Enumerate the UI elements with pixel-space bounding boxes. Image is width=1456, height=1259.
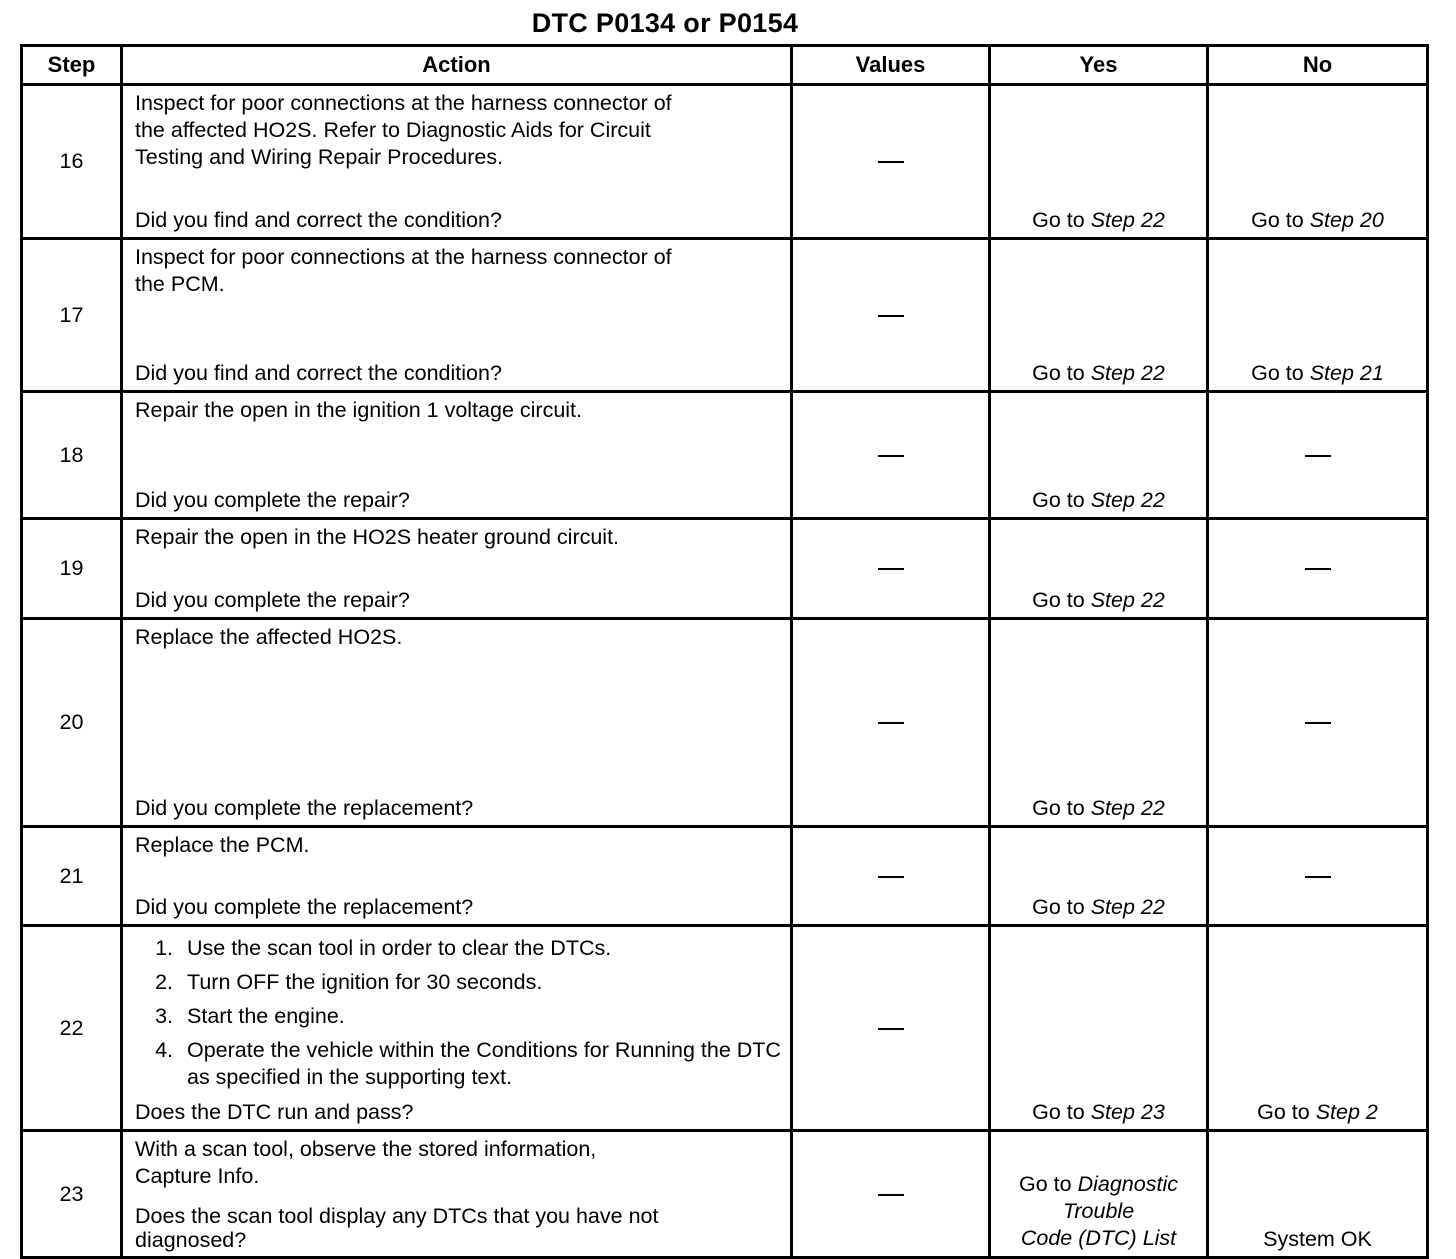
table-row bbox=[22, 1131, 1428, 1258]
table-row bbox=[22, 619, 1428, 827]
header-yes: Yes bbox=[990, 46, 1208, 85]
no-cell bbox=[1208, 827, 1428, 926]
action-cell bbox=[122, 392, 792, 519]
table-row bbox=[22, 519, 1428, 619]
no-cell bbox=[1208, 519, 1428, 619]
action-text: Testing and Wiring Repair Procedures. bbox=[135, 145, 504, 169]
values-cell bbox=[792, 239, 990, 392]
action-text: Capture Info. bbox=[135, 1164, 260, 1188]
action-question: Did you complete the repair? bbox=[135, 488, 410, 512]
action-cell bbox=[122, 619, 792, 827]
values-cell bbox=[792, 926, 990, 1131]
action-text: Repair the open in the HO2S heater ground circuit. bbox=[135, 525, 620, 549]
dash-icon bbox=[1305, 568, 1331, 570]
step-number: 18 bbox=[22, 392, 122, 519]
action-question: Did you find and correct the condition? bbox=[135, 361, 502, 385]
action-cell bbox=[122, 827, 792, 926]
values-cell bbox=[792, 85, 990, 239]
values-cell bbox=[792, 827, 990, 926]
action-question: Did you find and correct the condition? bbox=[135, 208, 502, 232]
table-row bbox=[22, 926, 1428, 1131]
dash-icon bbox=[878, 1028, 904, 1030]
dash-icon bbox=[878, 161, 904, 163]
table-row bbox=[22, 827, 1428, 926]
yes-cell: Go to Step 22 bbox=[990, 519, 1208, 619]
yes-cell: Go to Step 22 bbox=[990, 239, 1208, 392]
header-step: Step bbox=[22, 46, 122, 85]
no-cell bbox=[1208, 619, 1428, 827]
list-item: 3. Start the engine. bbox=[179, 999, 782, 1033]
values-cell bbox=[792, 392, 990, 519]
action-text: Repair the open in the ignition 1 voltage circuit. bbox=[135, 398, 582, 422]
action-text: Inspect for poor connections at the harness connector of bbox=[135, 91, 672, 115]
yes-cell: Go to Diagnostic Trouble Code (DTC) List bbox=[990, 1131, 1208, 1258]
yes-cell: Go to Step 22 bbox=[990, 619, 1208, 827]
diagnostic-table bbox=[20, 44, 1429, 1259]
action-question: diagnosed? bbox=[135, 1228, 247, 1252]
step-number: 21 bbox=[22, 827, 122, 926]
no-cell: Go to Step 20 bbox=[1208, 85, 1428, 239]
dash-icon bbox=[878, 1194, 904, 1196]
header-no: No bbox=[1208, 46, 1428, 85]
action-text: Inspect for poor connections at the harness connector of bbox=[135, 245, 672, 269]
step-link: Step 21 bbox=[1309, 361, 1384, 385]
dash-icon bbox=[878, 722, 904, 724]
list-item: 1. Use the scan tool in order to clear the DTCs. bbox=[179, 931, 782, 965]
header-action: Action bbox=[122, 46, 792, 85]
values-cell bbox=[792, 1131, 990, 1258]
dash-icon bbox=[878, 568, 904, 570]
no-cell: System OK bbox=[1208, 1131, 1428, 1258]
step-link: Diagnostic bbox=[1077, 1172, 1178, 1196]
step-link: Step 23 bbox=[1090, 1100, 1165, 1124]
action-cell bbox=[122, 926, 792, 1131]
dash-icon bbox=[878, 455, 904, 457]
action-text: the PCM. bbox=[135, 272, 225, 296]
step-link: Step 2 bbox=[1315, 1100, 1378, 1124]
no-cell: Go to Step 21 bbox=[1208, 239, 1428, 392]
dash-icon bbox=[1305, 722, 1331, 724]
values-cell bbox=[792, 519, 990, 619]
step-number: 22 bbox=[22, 926, 122, 1131]
dash-icon bbox=[878, 876, 904, 878]
yes-cell: Go to Step 22 bbox=[990, 392, 1208, 519]
action-question: Does the DTC run and pass? bbox=[135, 1100, 414, 1124]
dash-icon bbox=[1305, 455, 1331, 457]
yes-cell: Go to Step 23 bbox=[990, 926, 1208, 1131]
action-cell bbox=[122, 519, 792, 619]
action-cell bbox=[122, 239, 792, 392]
step-link: Trouble bbox=[1062, 1199, 1135, 1223]
dash-icon bbox=[878, 315, 904, 317]
yes-cell: Go to Step 22 bbox=[990, 827, 1208, 926]
list-item: 2. Turn OFF the ignition for 30 seconds. bbox=[179, 965, 782, 999]
step-number: 17 bbox=[22, 239, 122, 392]
action-cell bbox=[122, 85, 792, 239]
values-cell bbox=[792, 619, 990, 827]
action-text: the affected HO2S. Refer to Diagnostic Aids for Circuit bbox=[135, 118, 651, 142]
table-header-row bbox=[22, 46, 1428, 85]
action-cell bbox=[122, 1131, 792, 1258]
no-cell bbox=[1208, 392, 1428, 519]
table-row bbox=[22, 392, 1428, 519]
step-link: Step 22 bbox=[1090, 895, 1165, 919]
action-question: Did you complete the replacement? bbox=[135, 796, 474, 820]
yes-cell: Go to Step 22 bbox=[990, 85, 1208, 239]
action-text: With a scan tool, observe the stored information, bbox=[135, 1137, 597, 1161]
step-link: Step 20 bbox=[1309, 208, 1384, 232]
action-text: Replace the affected HO2S. bbox=[135, 625, 403, 649]
action-question: Does the scan tool display any DTCs that you have not bbox=[135, 1204, 659, 1228]
step-link: Step 22 bbox=[1090, 361, 1165, 385]
step-link: Step 22 bbox=[1090, 796, 1165, 820]
page-title: DTC P0134 or P0154 bbox=[531, 8, 799, 38]
step-link: Code (DTC) List bbox=[1020, 1226, 1177, 1250]
no-cell: Go to Step 2 bbox=[1208, 926, 1428, 1131]
dash-icon bbox=[1305, 876, 1331, 878]
table-row bbox=[22, 239, 1428, 392]
step-link: Step 22 bbox=[1090, 488, 1165, 512]
step-number: 20 bbox=[22, 619, 122, 827]
procedure-list bbox=[135, 931, 782, 1091]
step-number: 19 bbox=[22, 519, 122, 619]
action-text: Replace the PCM. bbox=[135, 833, 310, 857]
step-number: 16 bbox=[22, 85, 122, 239]
step-link: Step 22 bbox=[1090, 588, 1165, 612]
table-row bbox=[22, 85, 1428, 239]
step-number: 23 bbox=[22, 1131, 122, 1258]
list-item: 4. Operate the vehicle within the Conditions for Running the DTC as specified in the supporting text. bbox=[179, 1037, 782, 1091]
header-values: Values bbox=[792, 46, 990, 85]
action-question: Did you complete the replacement? bbox=[135, 895, 474, 919]
action-question: Did you complete the repair? bbox=[135, 588, 410, 612]
step-link: Step 22 bbox=[1090, 208, 1165, 232]
